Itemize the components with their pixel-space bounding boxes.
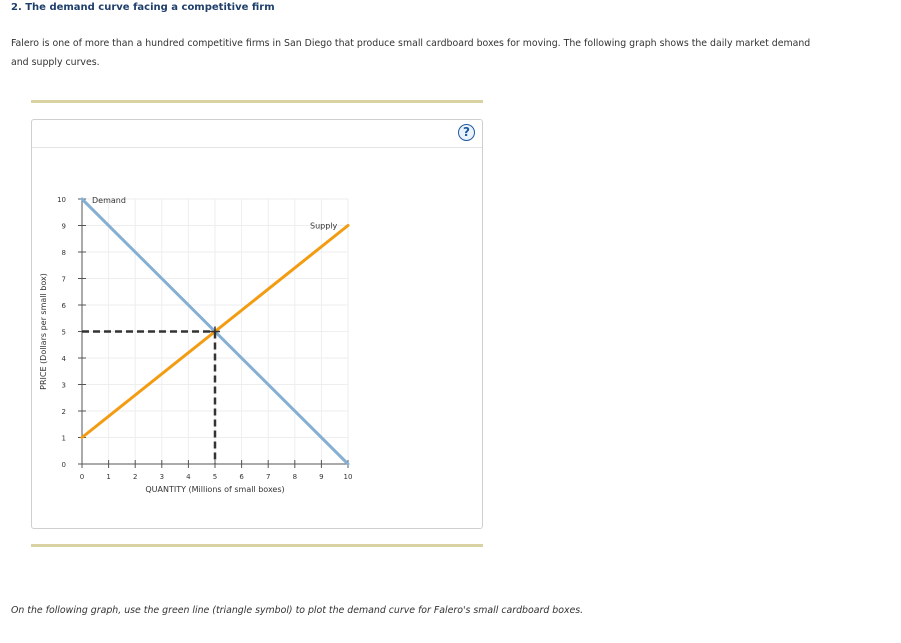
supply-label: Supply	[310, 221, 338, 231]
x-tick-label: 1	[106, 473, 111, 481]
graph-panel	[31, 119, 483, 529]
x-tick-label: 0	[79, 473, 85, 481]
section-heading: 2. The demand curve facing a competitive firm	[11, 2, 275, 13]
y-tick-label: 5	[61, 328, 66, 337]
bottom-divider	[31, 544, 483, 547]
intro-paragraph: Falero is one of more than a hundred competitive firms in San Diego that produce small cardboard boxes for moving. The following graph shows the daily market demand and supply curves.	[11, 38, 811, 68]
x-tick-label: 5	[212, 473, 218, 481]
y-tick-label: 0	[61, 461, 66, 469]
x-tick-label: 4	[186, 473, 191, 481]
instruction-text: On the following graph, use the green line (triangle symbol) to plot the demand curve for Falero's small cardboard boxes.	[11, 605, 584, 616]
x-tick-label: 6	[239, 473, 244, 481]
y-tick-label: 9	[61, 222, 66, 231]
demand-label: Demand	[92, 196, 126, 205]
y-tick-label: 1	[61, 434, 66, 443]
x-axis-label: QUANTITY (Millions of small boxes)	[145, 485, 285, 494]
y-tick-label: 2	[61, 408, 66, 416]
help-icon[interactable]: ?	[458, 124, 475, 141]
x-tick-label: 3	[159, 473, 165, 481]
top-divider	[31, 100, 483, 103]
y-tick-label: 3	[61, 381, 66, 390]
y-tick-label: 6	[61, 302, 66, 310]
y-tick-label: 10	[57, 196, 66, 204]
y-axis-label: PRICE (Dollars per small box)	[39, 273, 48, 390]
x-tick-label: 2	[132, 473, 138, 481]
y-tick-label: 4	[61, 355, 66, 363]
market-chart	[32, 120, 482, 528]
x-tick-label: 10	[343, 473, 353, 481]
x-tick-label: 8	[292, 473, 298, 481]
y-tick-label: 7	[61, 275, 66, 284]
y-tick-label: 8	[61, 249, 66, 257]
x-tick-label: 7	[265, 473, 271, 481]
x-tick-label: 9	[319, 473, 324, 481]
